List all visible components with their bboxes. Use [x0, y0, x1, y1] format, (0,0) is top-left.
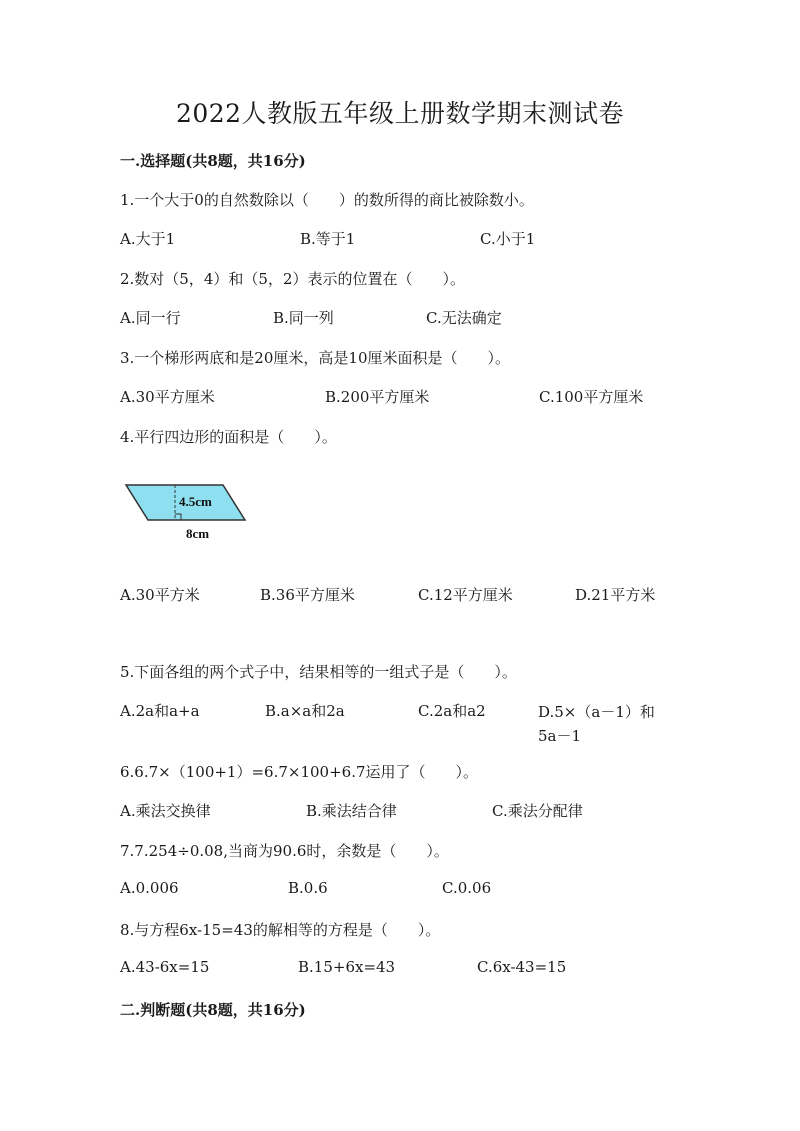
option-b: B.36平方厘米: [260, 586, 355, 604]
option-c: C.12平方厘米: [418, 586, 513, 604]
question-8-options: [120, 958, 680, 980]
option-a: A.0.006: [120, 879, 179, 897]
section-heading-judgement: 二.判断题(共8题，共16分): [120, 1001, 306, 1019]
option-c: C.0.06: [442, 879, 492, 897]
question-3: 3.一个梯形两底和是20厘米，高是10厘米面积是（ ）。: [120, 349, 510, 367]
option-a: A.30平方厘米: [120, 388, 215, 406]
question-8: 8.与方程6x-15=43的解相等的方程是（ ）。: [120, 921, 441, 939]
base-label: 8cm: [186, 526, 210, 541]
option-d: D.21平方米: [575, 586, 656, 604]
parallelogram-figure: [120, 476, 260, 546]
option-c: C.小于1: [480, 230, 536, 248]
option-b: B.200平方厘米: [325, 388, 430, 406]
question-3-options: [120, 386, 680, 408]
option-a: A.43-6x=15: [120, 958, 210, 976]
option-a: A.2a和a+a: [120, 702, 200, 720]
option-c: C.100平方厘米: [539, 388, 644, 406]
question-4-options: [120, 584, 680, 606]
height-label: 4.5cm: [179, 494, 212, 509]
page-title: 2022人教版五年级上册数学期末测试卷: [175, 99, 625, 128]
option-a: A.大于1: [120, 230, 176, 248]
option-a: A.同一行: [120, 309, 181, 327]
question-6: 6.6.7×（100+1）=6.7×100+6.7运用了（ ）。: [120, 763, 479, 781]
question-2: 2.数对（5，4）和（5，2）表示的位置在（ ）。: [120, 270, 465, 288]
option-b: B.a×a和2a: [265, 702, 345, 720]
question-7-options: [120, 879, 680, 901]
section-heading-choice: 一.选择题(共8题，共16分): [120, 152, 306, 170]
option-a: A.乘法交换律: [120, 802, 211, 820]
option-c: C.6x-43=15: [477, 958, 567, 976]
question-5: 5.下面各组的两个式子中，结果相等的一组式子是（ ）。: [120, 663, 517, 681]
question-1-options: [120, 228, 680, 250]
question-6-options: [120, 800, 680, 822]
question-7: 7.7.254÷0.08,当商为90.6时，余数是（ ）。: [120, 842, 449, 860]
option-c: C.2a和a2: [418, 702, 486, 720]
option-d: D.5×（a－1）和5a－1: [538, 703, 655, 745]
question-2-options: [120, 307, 680, 329]
question-4: 4.平行四边形的面积是（ ）。: [120, 428, 337, 446]
option-b: B.0.6: [288, 879, 328, 897]
option-c: C.无法确定: [426, 309, 502, 327]
option-c: C.乘法分配律: [492, 802, 583, 820]
parallelogram-diagram: [120, 476, 260, 546]
option-a: A.30平方米: [120, 586, 200, 604]
option-b: B.等于1: [300, 230, 356, 248]
question-1: 1.一个大于0的自然数除以（ ）的数所得的商比被除数小。: [120, 191, 534, 209]
question-5-options: [120, 700, 680, 745]
option-b: B.乘法结合律: [306, 802, 397, 820]
option-b: B.同一列: [273, 309, 334, 327]
option-b: B.15+6x=43: [298, 958, 396, 976]
